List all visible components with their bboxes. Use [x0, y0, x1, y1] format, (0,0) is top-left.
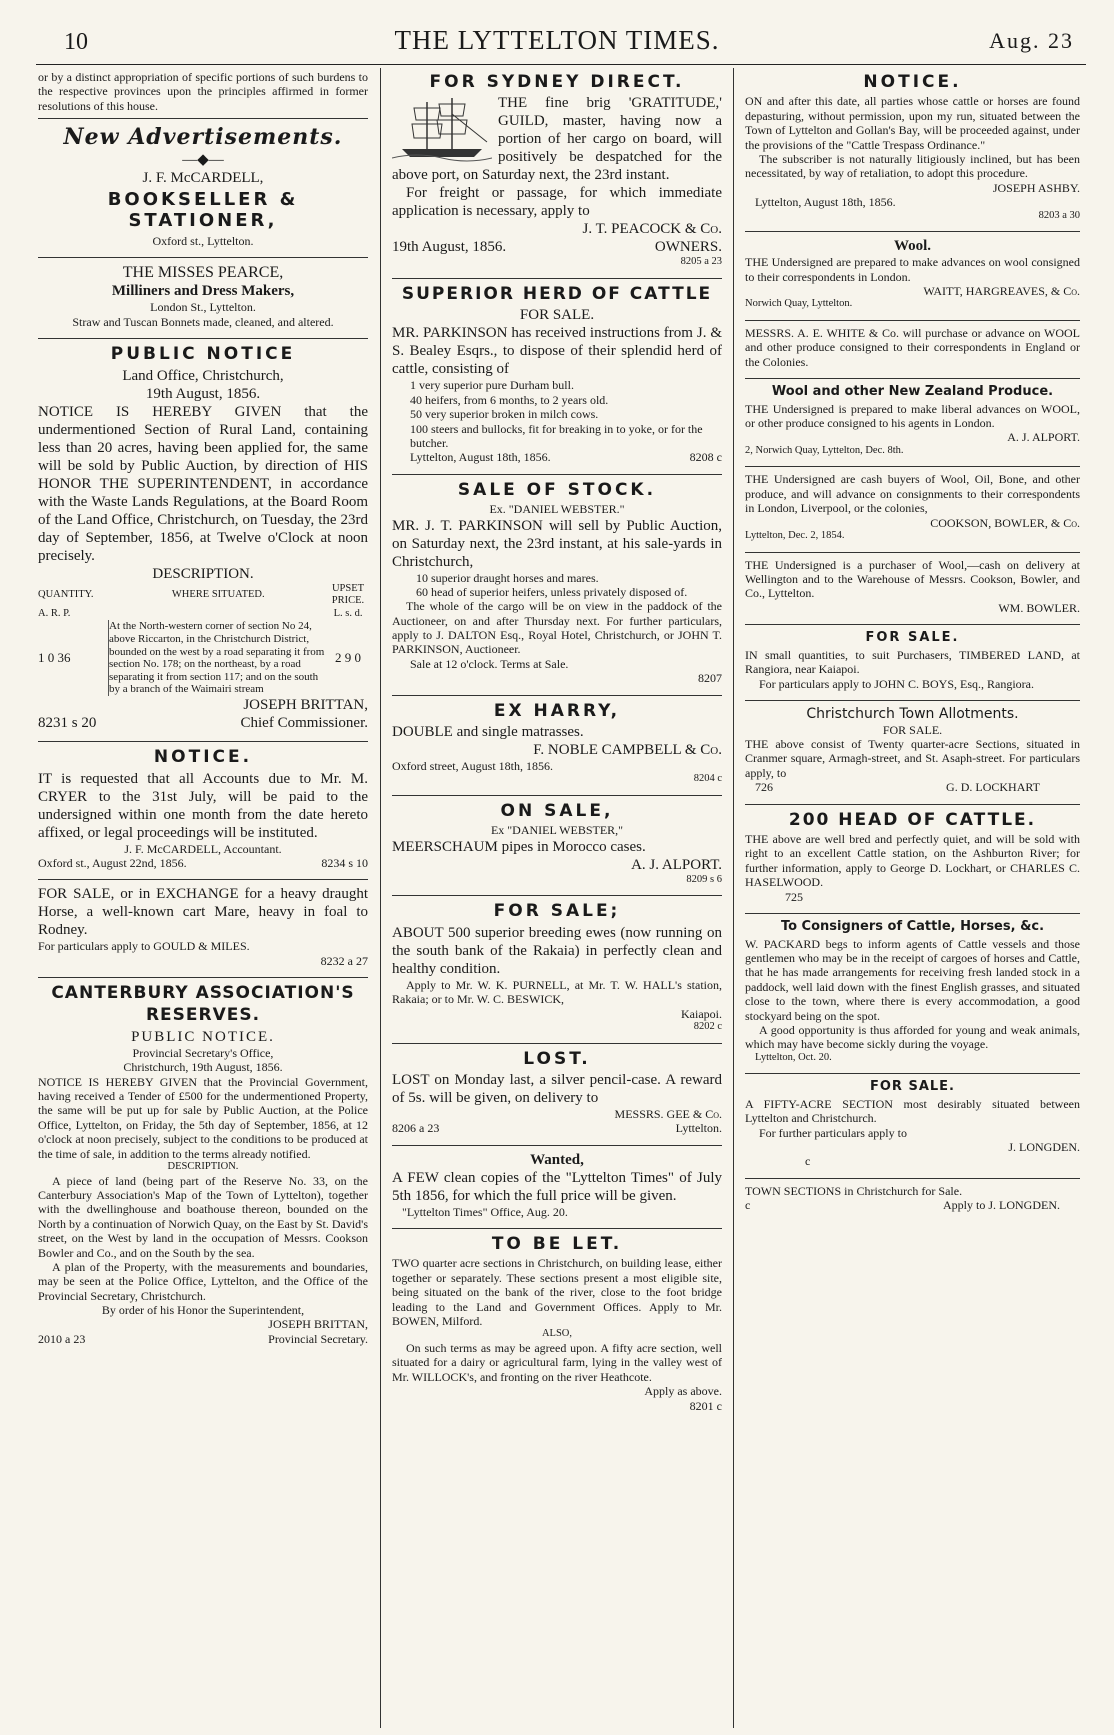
- ad-signer: A. J. ALPORT.: [631, 856, 722, 873]
- ad-forsale-ewes: [392, 901, 722, 1037]
- ad-notice: [38, 747, 368, 874]
- ad-ref: c: [745, 1198, 751, 1213]
- ad-heading: Wool.: [893, 238, 932, 255]
- list-item: 100 steers and bullocks, fit for breaking in to yoke, or for the butcher.: [410, 421, 703, 450]
- ad-heading: SALE OF STOCK.: [457, 479, 657, 500]
- ad-heading: RESERVES.: [145, 1005, 261, 1026]
- ad-body: For particulars apply to JOHN C. BOYS, Esq., Rangiora.: [759, 676, 1034, 691]
- ad-body: THE above are well bred and perfectly quiet, and will be sold with right to an excellent Cattle station, on the Ashburton River; for further information, apply to George D. Lockhart, or CHARLES C. HASELWOOD.: [745, 832, 1080, 890]
- ad-apply: Apply to: [942, 1198, 986, 1213]
- ad-public-notice: [38, 344, 368, 736]
- ad-name: J. F. McCARDELL,: [142, 169, 264, 186]
- ad-body: THE Undersigned are prepared to make advances on wool consigned to their correspondents in London.: [745, 255, 1080, 284]
- ad-heading: PUBLIC NOTICE: [110, 344, 296, 365]
- ad-body: Apply to Mr. W. K. PURNELL, at Mr. T. W. HALL's station, Rakaia; or to Mr. W. C. BESWICK,: [392, 977, 722, 1007]
- ad-signer: JOSEPH ASHBY.: [992, 180, 1080, 195]
- column-3: [745, 70, 1080, 1217]
- section-title: New Advertisements.: [63, 124, 343, 151]
- ad-body: THE Undersigned is prepared to make liberal advances on WOOL, or other produce consigned to his agents in London.: [745, 401, 1080, 431]
- list-item: 50 very superior broken in milch cows.: [410, 407, 599, 422]
- ad-to-let: [392, 1234, 722, 1417]
- ad-name: THE MISSES PEARCE,: [122, 264, 284, 282]
- ad-signer: A. J. ALPORT.: [1007, 430, 1080, 445]
- ad-pearce: [38, 263, 368, 333]
- masthead-rule: [36, 64, 1086, 65]
- issue-date: Aug. 23: [989, 28, 1074, 53]
- ad-heading: TO BE LET.: [491, 1234, 623, 1255]
- ad-herd: [392, 284, 722, 469]
- land-table: [38, 583, 368, 697]
- ad-signer: WAITT, HARGREAVES, & Co.: [923, 283, 1080, 298]
- ad-body: MEERSCHAUM pipes in Morocco cases.: [392, 838, 646, 855]
- ad-sydney: [392, 72, 722, 273]
- ad-body: W. PACKARD begs to inform agents of Cattle vessels and those gentlemen who may be in the receipt of cargoes of horses and Cattle, that he has made arrangements for receiving fresh landed stock in a paddock, well laid down with the finest English grasses, and situated close to the town, where there is every accommodation, a good stockyard being on the spot.: [745, 936, 1080, 1023]
- table-header: WHERE SITUATED.: [171, 588, 265, 600]
- ad-apply: Apply as above.: [644, 1384, 722, 1399]
- table-cell: 2 9 0: [335, 650, 361, 666]
- ad-fifty-acre: [745, 1079, 1080, 1173]
- ad-subheading: FOR SALE.: [519, 307, 595, 324]
- ad-date: Christchurch, 19th August, 1856.: [123, 1060, 283, 1075]
- table-cell: At the North-western corner of section No 24, above Riccarton, in the Christchurch District, bounded on the west by a road separating it from section No. 178; on the northeast, by a road separating it from section 117; and on the south by a branch of the Waimairi stream: [109, 620, 329, 696]
- ad-body: MESSRS. A. E. WHITE & Co. will purchase or advance on WOOL and other produce consigned to their correspondents in England or the Colonies.: [745, 325, 1080, 369]
- ad-ref: 8208 c: [689, 450, 722, 465]
- ad-signer: JOSEPH BRITTAN,: [268, 1317, 368, 1332]
- ad-body: A good opportunity is thus afforded for young and weak animals, which may have become sickly during the voyage.: [745, 1022, 1080, 1052]
- ad-subheading: Ex. "DANIEL WEBSTER.": [489, 502, 625, 517]
- ad-office: Land Office, Christchurch,: [122, 367, 284, 384]
- ad-body: A FIFTY-ACRE SECTION most desirably situated between Lyttelton and Christchurch.: [745, 1096, 1080, 1126]
- ad-ref: 8202 c: [693, 1020, 722, 1032]
- ad-heading: To Consigners of Cattle, Horses, &c.: [780, 918, 1045, 934]
- ad-desc-label: DESCRIPTION.: [152, 565, 254, 582]
- ad-date: Oxford st., August 22nd, 1856.: [38, 855, 187, 870]
- ad-ref: 8203 a 30: [1038, 209, 1080, 221]
- ad-white: [745, 326, 1080, 373]
- ad-body: NOTICE IS HEREBY GIVEN that the undermentioned Section of Rural Land, containing less than 20 acres, having been applied for, the same will be sold by Public Auction, by direction of HIS HONOR THE SUPERINTENDENT, in accordance with the Waste Lands Regulations, at the Board Room of the Land Office, Christchurch, on Tuesday, the 23rd day of September, 1856, at Twelve o'Clock at noon precisely.: [38, 403, 368, 564]
- list-item: 60 head of superior heifers, unless privately disposed of.: [416, 584, 688, 599]
- ad-heading: 200 HEAD OF CATTLE.: [788, 809, 1037, 830]
- ship-icon: [392, 94, 492, 164]
- ad-address: London St., Lyttelton.: [150, 300, 256, 315]
- ad-ref: 8204 c: [693, 773, 722, 785]
- ad-line: "Lyttelton Times" Office, Aug. 20.: [402, 1204, 568, 1219]
- ad-heading: NOTICE.: [863, 72, 962, 92]
- ad-body: THE fine brig 'GRATITUDE,' GUILD, master, having now a portion of her cargo on board, will positively be despatched for the above port, on Saturday next, the 23rd instant.: [392, 95, 722, 184]
- ad-body: A FEW clean copies of the "Lyttelton Times" of July 5th 1856, for which the full price will be given.: [392, 1169, 722, 1204]
- ad-line: For particulars apply to GOULD & MILES.: [38, 939, 250, 954]
- ad-signer: WM. BOWLER.: [998, 600, 1080, 615]
- table-header: QUANTITY.: [38, 588, 94, 600]
- ad-desc: A piece of land (being part of the Reserve No. 33, on the Canterbury Association's Map of the Town of Lyttelton), together with the dwellinghouse and boathouse thereon, bounded on the North by a continuation of Norwich Quay, on the East by St. David's street, on the West by land in the occupation of Messrs. Cookson Bowler and Co., and on the South by the sea.: [38, 1173, 368, 1260]
- ad-signer: J. T. PEACOCK & Co.: [582, 221, 722, 238]
- ad-date: Lyttelton, August 18th, 1856.: [755, 195, 896, 210]
- ad-body: TOWN SECTIONS in Christchurch for Sale.: [745, 1183, 963, 1198]
- ad-ashby-notice: [745, 72, 1080, 226]
- list-item: 10 superior draught horses and mares.: [416, 570, 599, 585]
- column-1: [38, 70, 368, 1350]
- ad-signer-title: Chief Commissioner.: [240, 715, 368, 732]
- ad-body: For further particulars apply to: [759, 1125, 907, 1140]
- table-subheader: L. s. d.: [333, 607, 363, 619]
- ad-signer: J. F. McCARDELL, Accountant.: [124, 841, 282, 856]
- ad-signer: MESSRS. GEE & Co.: [614, 1106, 722, 1121]
- column-rule-1: [380, 68, 381, 1728]
- ad-harry: [392, 701, 722, 790]
- masthead: [0, 0, 1114, 55]
- ad-heading: SUPERIOR HERD OF CATTLE: [401, 283, 713, 304]
- ad-body: THE Undersigned are cash buyers of Wool, Oil, Bone, and other produce, and will advance on consignments to their correspondents in London, Liverpool, or the colonies,: [745, 472, 1080, 516]
- ad-place: Kaiapoi.: [681, 1006, 722, 1021]
- ad-heading: EX HARRY,: [493, 700, 621, 721]
- ad-mccardell: [38, 169, 368, 253]
- ad-trade: BOOKSELLER & STATIONER,: [107, 188, 299, 232]
- ad-heading: Wanted,: [530, 1151, 584, 1168]
- ad-heading: LOST.: [523, 1048, 591, 1069]
- ad-town-sections: [745, 1184, 1080, 1217]
- ad-nz-produce: [745, 384, 1080, 461]
- ad-ref: 8206 a 23: [392, 1121, 440, 1136]
- ad-heading: FOR SALE;: [493, 901, 621, 922]
- ad-ref: 8234 s 10: [321, 855, 368, 870]
- ad-stock: [392, 480, 722, 690]
- ad-signer: JOSEPH BRITTAN,: [243, 697, 368, 714]
- ad-also: ALSO,: [541, 1328, 573, 1340]
- newspaper-title: THE LYTTELTON TIMES.: [394, 25, 720, 55]
- table-header: UPSET PRICE.: [331, 582, 365, 607]
- ad-address: Oxford st., Lyttelton.: [152, 233, 254, 248]
- ad-body: IN small quantities, to suit Purchasers, TIMBERED LAND, at Rangiora, near Kaiapoi.: [745, 647, 1080, 677]
- ad-ref: 8201 c: [689, 1398, 722, 1413]
- ad-heading: FOR SALE.: [865, 630, 960, 646]
- ad-bowler: [745, 558, 1080, 620]
- ad-heading: Wool and other New Zealand Produce.: [771, 384, 1054, 400]
- column-2: [392, 70, 722, 1417]
- ad-allotments: [745, 706, 1080, 799]
- ad-ref: 8209 s 6: [686, 873, 722, 885]
- ad-body: THE above consist of Twenty quarter-acre Sections, situated in Cranmer square, Armagh-street, and St. Asaph-street. For particulars apply, to: [745, 737, 1080, 780]
- ad-line: Straw and Tuscan Bonnets made, cleaned, and altered.: [72, 314, 334, 329]
- ad-onsale: [392, 801, 722, 890]
- ad-timbered: [745, 630, 1080, 695]
- ad-date: Oxford street, August 18th, 1856.: [392, 759, 553, 774]
- ad-order: By order of his Honor the Superintendent,: [101, 1303, 305, 1318]
- ad-body: IT is requested that all Accounts due to Mr. M. CRYER to the 31st July, will be paid to the undersigned within one month from the date hereto affixed, or legal proceedings will be instituted.: [38, 770, 368, 841]
- ad-body: On such terms as may be agreed upon. A fifty acre section, well situated for a dairy or agricultural farm, lying in the valley west of Mr. WILLOCK's, and fronting on the river Heathcote.: [392, 1341, 722, 1384]
- ad-heading: FOR SALE.: [870, 1079, 955, 1095]
- ad-body: The whole of the cargo will be on view in the paddock of the Auctioneer, on and after Thursday next. For further particulars, apply to J. DALTON Esq., Royal Hotel, Christchurch, or JOHN T. PARKINSON, Auctioneer.: [392, 599, 722, 657]
- list-item: 1 very superior pure Durham bull.: [410, 378, 574, 393]
- ad-body: THE Undersigned is a purchaser of Wool,—cash on delivery at Wellington and to the Warehouse of Messrs. Cookson, Bowler, and Co., Lyttelton.: [745, 557, 1080, 601]
- table-cell: 1 0 36: [38, 650, 71, 666]
- ad-signer: F. NOBLE CAMPBELL & Co.: [533, 742, 722, 759]
- ad-date: 19th August, 1856.: [145, 385, 261, 402]
- ad-date: Lyttelton, August 18th, 1856.: [410, 450, 551, 465]
- ad-ref: 8207: [698, 671, 722, 686]
- ad-heading: Christchurch Town Allotments.: [806, 705, 1019, 722]
- ad-body: DOUBLE and single matrasses.: [392, 724, 584, 741]
- ad-owners: OWNERS.: [654, 239, 722, 256]
- ad-office: Provincial Secretary's Office,: [132, 1045, 274, 1060]
- ad-heading: NOTICE.: [153, 747, 253, 768]
- ad-ref: 726: [755, 780, 773, 795]
- page-number: 10: [64, 29, 88, 55]
- ad-wanted: [392, 1151, 722, 1223]
- ad-body: FOR SALE, or in EXCHANGE for a heavy draught Horse, a well-known cart Mare, heavy in foal to Rodney.: [38, 886, 368, 939]
- ad-body: The subscriber is not naturally litigiously inclined, but has been necessitated, by way of retaliation, to adopt this procedure.: [745, 151, 1080, 181]
- ad-trade: Milliners and Dress Makers,: [111, 283, 295, 300]
- ad-body: ABOUT 500 superior breeding ewes (now running on the south bank of the Rakaia) in perfectly clean and healthy condition.: [392, 924, 722, 977]
- ad-canterbury: [38, 983, 368, 1350]
- ad-body: TWO quarter acre sections in Christchurch, on building lease, either together or separately. These sections present a most eligible site, being situated on the bank of the river, close to the foot bridge leading to the Land and Government Offices. Apply to Mr. BOWEN, Milford.: [392, 1256, 722, 1329]
- ad-date: Lyttelton, Oct. 20.: [755, 1051, 832, 1063]
- ad-cookson: [745, 472, 1080, 546]
- ad-ref: c: [805, 1154, 811, 1169]
- ad-body: MR. J. T. PARKINSON will sell by Public Auction, on Saturday next, the 23rd instant, at his sale-yards in Christchurch,: [392, 517, 722, 570]
- ad-ref: 8232 a 27: [320, 953, 368, 968]
- ad-body: For freight or passage, for which immediate application is necessary, apply to: [392, 185, 722, 220]
- ad-signer: J. LONGDEN.: [988, 1198, 1060, 1213]
- ad-heading: FOR SYDNEY DIRECT.: [429, 72, 685, 92]
- ad-desc-label: DESCRIPTION.: [167, 1160, 239, 1172]
- ad-ref: 2010 a 23: [38, 1331, 86, 1346]
- ad-plan: A plan of the Property, with the measurements and boundaries, may be seen at the Police Office, Lyttelton, and the Office of the Provincial Secretary, Christchurch.: [38, 1259, 368, 1303]
- ad-date: 19th August, 1856.: [392, 239, 507, 256]
- table-subheader: A. R. P.: [38, 607, 71, 619]
- ad-body: NOTICE IS HEREBY GIVEN that the Provincial Government, having received a Tender of £500 for the undermentioned Property, the same will be put up for sale by Public Auction, at the Police Office, Lyttelton, on Friday, the 5th day of September, 1856, at 12 o'clock at noon precisely, subject to the conditions to be produced at the time of sale, in addition to the terms already notified.: [38, 1074, 368, 1161]
- ad-subheading: PUBLIC NOTICE.: [131, 1028, 275, 1045]
- ad-ref: 725: [785, 889, 803, 904]
- list-item: 40 heifers, from 6 months, to 2 years old.: [410, 392, 609, 407]
- ad-for-sale: [38, 885, 368, 972]
- ad-signer: COOKSON, BOWLER, & Co.: [930, 515, 1080, 530]
- ad-subheading: Ex "DANIEL WEBSTER,": [490, 823, 624, 838]
- ad-date: Lyttelton, Dec. 2, 1854.: [745, 529, 845, 541]
- ad-cattle: [745, 810, 1080, 908]
- ad-wool: [745, 237, 1080, 315]
- ad-lost: [392, 1049, 722, 1140]
- ad-body: ON and after this date, all parties whose cattle or horses are found depasturing, without permission, upon my run, situated between the Town of Lyttelton and Gollan's Bay, will be proceeded against, under the provisions of the "Cattle Trespass Ordinance.": [745, 94, 1080, 152]
- ad-body: MR. PARKINSON has received instructions from J. & S. Bealey Esqrs., to dispose of their splendid herd of cattle, consisting of: [392, 325, 722, 378]
- ad-address: Norwich Quay, Lyttelton.: [745, 298, 853, 310]
- ad-signer-title: Provincial Secretary.: [268, 1331, 368, 1346]
- ad-heading: CANTERBURY ASSOCIATION'S: [51, 983, 355, 1004]
- table-row: [38, 620, 368, 696]
- ad-place: Lyttelton.: [675, 1121, 722, 1136]
- column-rule-2: [733, 68, 734, 1728]
- ad-sale: Sale at 12 o'clock. Terms at Sale.: [410, 656, 569, 671]
- ad-packard: [745, 919, 1080, 1068]
- ad-ref: 8205 a 23: [680, 256, 722, 268]
- intro-text: or by a distinct appropriation of specific portions of such burdens to the respective provinces upon the principles affirmed in former resolutions of this house.: [38, 70, 368, 113]
- ad-signer: G. D. LOCKHART: [946, 780, 1040, 795]
- ornament-divider: —◆—: [182, 151, 224, 168]
- ad-body: LOST on Monday last, a silver pencil-case. A reward of 5s. will be given, on delivery to: [392, 1071, 722, 1106]
- ad-signer: J. LONGDEN.: [1008, 1140, 1080, 1155]
- ad-heading: ON SALE,: [500, 801, 614, 821]
- ad-address: 2, Norwich Quay, Lyttelton, Dec. 8th.: [745, 444, 904, 456]
- ad-subheading: FOR SALE.: [882, 722, 943, 737]
- ad-ref: 8231 s 20: [38, 715, 97, 732]
